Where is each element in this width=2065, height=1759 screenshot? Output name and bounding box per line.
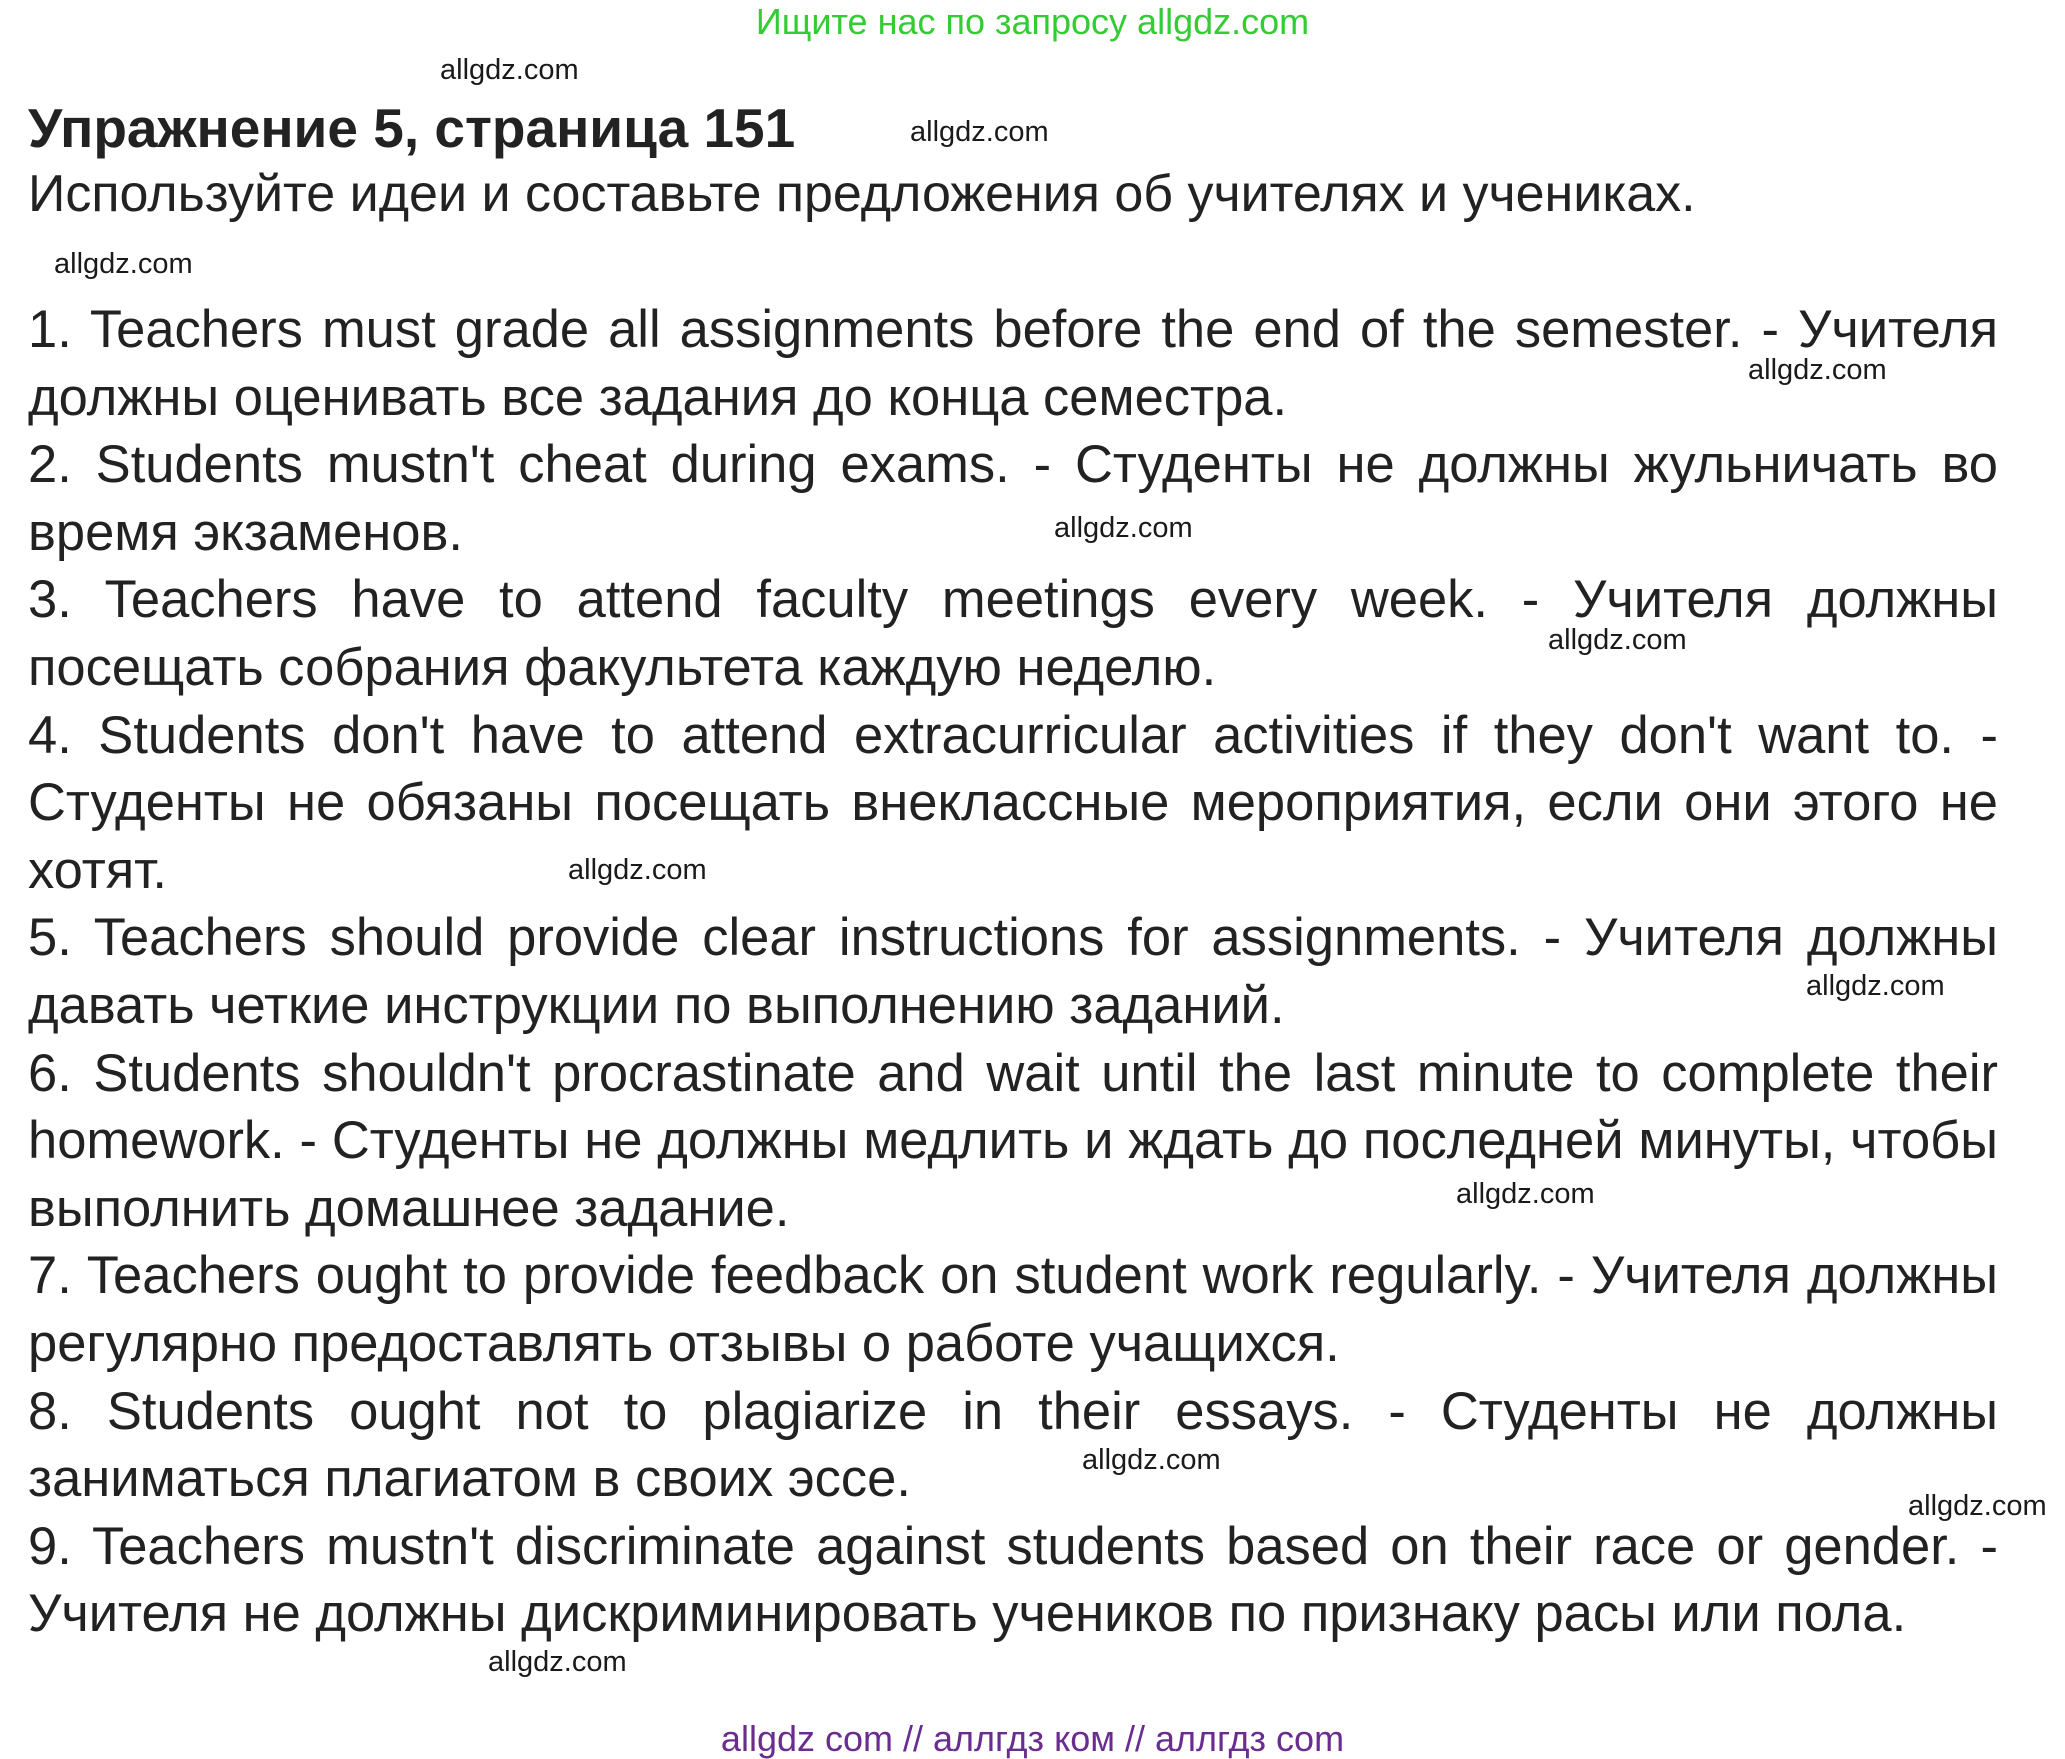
watermark: allgdz.com (54, 248, 193, 280)
answer-item: 4. Students don't have to attend extracurricular activities if they don't want to. - Студенты не обязаны посещать внеклассные мероприятия, если они этого не хотят. (28, 705, 1998, 900)
watermark: allgdz.com (440, 54, 579, 86)
watermark: allgdz.com (1548, 624, 1687, 656)
watermark: allgdz.com (1806, 970, 1945, 1002)
watermark: allgdz.com (488, 1646, 627, 1678)
task-instruction: Используйте идеи и составьте предложения об учителях и учениках. (28, 165, 1696, 223)
answer-item: 6. Students shouldn't procrastinate and wait until the last minute to complete their homework. - Студенты не должны медлить и ждать до последней минуты, чтобы выполнить домашнее задание. (28, 1043, 1998, 1238)
watermark: allgdz.com (1456, 1178, 1595, 1210)
watermark: allgdz.com (1054, 512, 1193, 544)
watermark: allgdz.com (1908, 1490, 2047, 1522)
answer-item: 1. Teachers must grade all assignments before the end of the semester. - Учителя должны оценивать все задания до конца семестра. (28, 300, 1998, 427)
answer-item: 3. Teachers have to attend faculty meetings every week. - Учителя должны посещать собрания факультета каждую неделю. (28, 570, 1998, 697)
page-title: Упражнение 5, страница 151 (28, 97, 796, 159)
watermark: allgdz.com (910, 116, 1049, 148)
answer-item: 8. Students ought not to plagiarize in their essays. - Студенты не должны заниматься плагиатом в своих эссе. (28, 1381, 1998, 1509)
answer-item: 5. Teachers should provide clear instructions for assignments. - Учителя должны давать четкие инструкции по выполнению заданий. (28, 908, 1998, 1035)
watermark: allgdz.com (568, 854, 707, 886)
footer-site-links: allgdz com // аллгдз ком // аллгдз com (720, 1718, 1345, 1759)
top-banner: Ищите нас по запросу allgdz.com (755, 1, 1310, 42)
answer-item: 7. Teachers ought to provide feedback on student work regularly. - Учителя должны регулярно предоставлять отзывы о работе учащихся. (28, 1246, 1998, 1373)
answer-list (28, 296, 1998, 1648)
watermark: allgdz.com (1082, 1444, 1221, 1476)
answer-item: 9. Teachers mustn't discriminate against students based on their race or gender. - Учителя не должны дискриминировать учеников по признаку расы или пола. (28, 1516, 1998, 1644)
answer-item: 2. Students mustn't cheat during exams. - Студенты не должны жульничать во время экзаменов. (28, 435, 1998, 562)
watermark: allgdz.com (1748, 354, 1887, 386)
